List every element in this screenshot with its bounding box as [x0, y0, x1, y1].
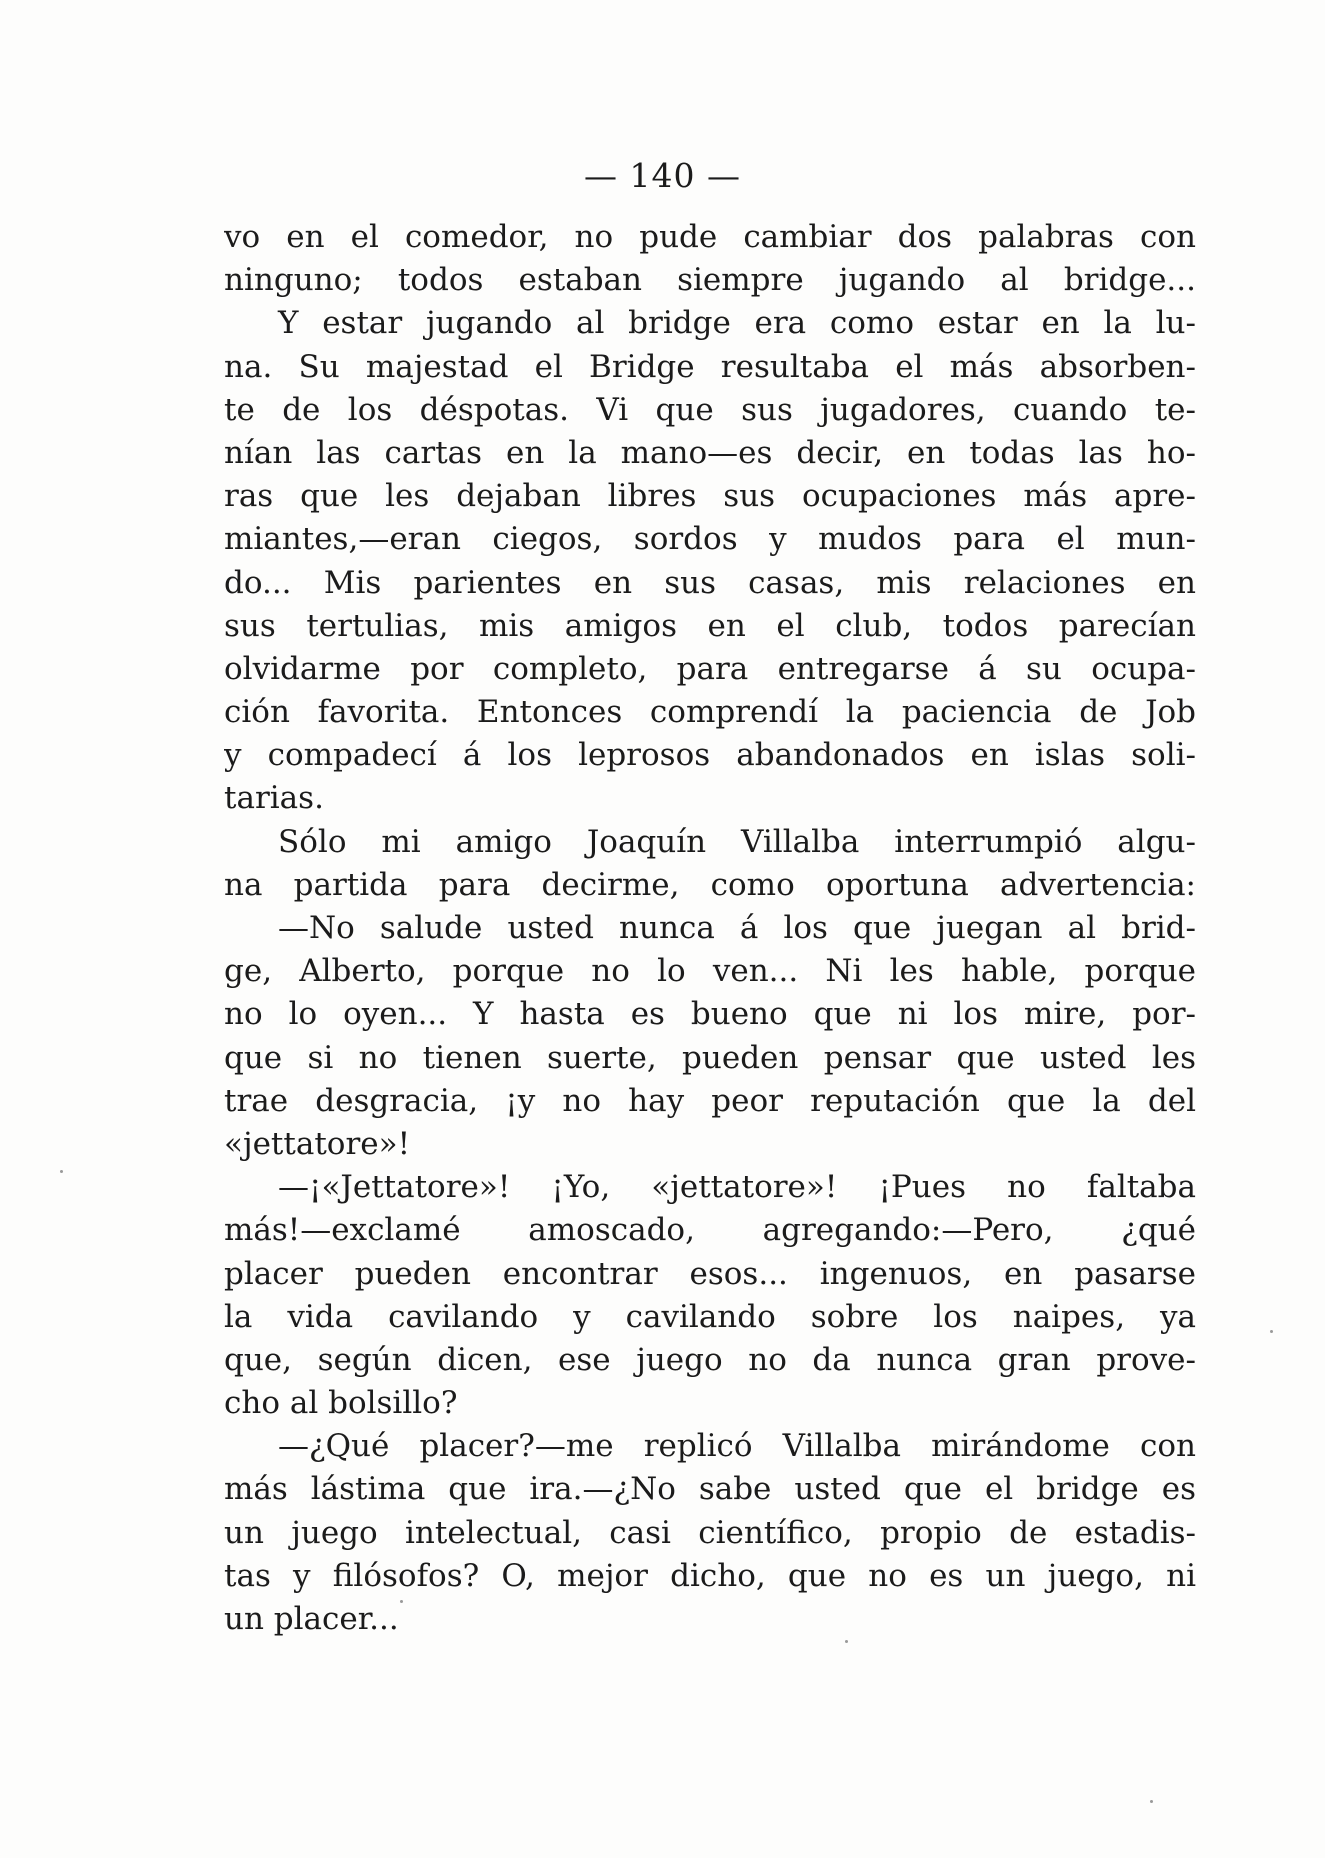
- text-line: vo en el comedor, no pude cambiar dos palabras con: [224, 219, 1196, 255]
- text-line: ras que les dejaban libres sus ocupaciones más apre-: [224, 478, 1196, 515]
- text-line: sus tertulias, mis amigos en el club, todos parecían: [224, 607, 1196, 644]
- text-line: ge, Alberto, porque no lo ven... Ni les hable, porque: [224, 953, 1196, 990]
- text-line: más!—exclamé amoscado, agregando:—Pero, ¿qué: [224, 1212, 1196, 1249]
- text-line: te de los déspotas. Vi que sus jugadores, cuando te-: [224, 391, 1196, 428]
- text-line: la vida cavilando y cavilando sobre los naipes, ya: [224, 1298, 1196, 1335]
- text-line: —No salude usted nunca á los que juegan al brid-: [278, 910, 1196, 946]
- text-line: ción favorita. Entonces comprendí la paciencia de Job: [224, 694, 1196, 731]
- scan-speck: [60, 1170, 63, 1173]
- text-line: un placer...: [224, 1601, 399, 1637]
- text-line: Sólo mi amigo Joaquín Villalba interrumpió algu-: [278, 823, 1196, 860]
- scan-speck: [400, 1600, 403, 1603]
- text-line: olvidarme por completo, para entregarse á su ocupa-: [224, 650, 1196, 687]
- text-line: más lástima que ira.—¿No sabe usted que el bridge es: [224, 1471, 1196, 1508]
- text-line: tas y filósofos? O, mejor dicho, que no es un juego, ni: [224, 1557, 1196, 1594]
- text-line: y compadecí á los leprosos abandonados en islas soli-: [224, 737, 1196, 774]
- text-line: placer pueden encontrar esos... ingenuos, en pasarse: [224, 1255, 1196, 1292]
- text-line: cho al bolsillo?: [224, 1385, 458, 1422]
- text-line: Y estar jugando al bridge era como estar en la lu-: [278, 305, 1196, 342]
- text-line: que si no tienen suerte, pueden pensar que usted les: [224, 1039, 1196, 1076]
- text-line: un juego intelectual, casi científico, propio de estadis-: [224, 1514, 1196, 1551]
- text-line: trae desgracia, ¡y no hay peor reputación que la del: [224, 1082, 1196, 1119]
- text-line: ninguno; todos estaban siempre jugando al bridge...: [224, 262, 1196, 299]
- text-line: no lo oyen... Y hasta es bueno que ni los mire, por-: [224, 996, 1196, 1033]
- text-line: na partida para decirme, como oportuna advertencia:: [224, 866, 1196, 903]
- scan-speck: [1150, 1800, 1153, 1803]
- text-line: nían las cartas en la mano—es decir, en todas las ho-: [224, 434, 1196, 471]
- text-line: do... Mis parientes en sus casas, mis relaciones en: [224, 564, 1196, 601]
- scan-speck: [845, 1640, 848, 1643]
- text-line: que, según dicen, ese juego no da nunca gran prove-: [224, 1341, 1196, 1378]
- page-number: — 140 —: [584, 156, 741, 195]
- text-line: miantes,—eran ciegos, sordos y mudos para el mun-: [224, 521, 1196, 558]
- body-text: [224, 216, 1196, 1641]
- text-line: «jettatore»!: [224, 1125, 411, 1162]
- text-line: —¿Qué placer?—me replicó Villalba mirándome con: [278, 1428, 1196, 1465]
- text-line: na. Su majestad el Bridge resultaba el más absorben-: [224, 348, 1196, 385]
- text-line: tarias.: [224, 780, 324, 817]
- scan-speck: [1270, 1330, 1273, 1333]
- text-line: —¡«Jettatore»! ¡Yo, «jettatore»! ¡Pues no faltaba: [278, 1169, 1196, 1206]
